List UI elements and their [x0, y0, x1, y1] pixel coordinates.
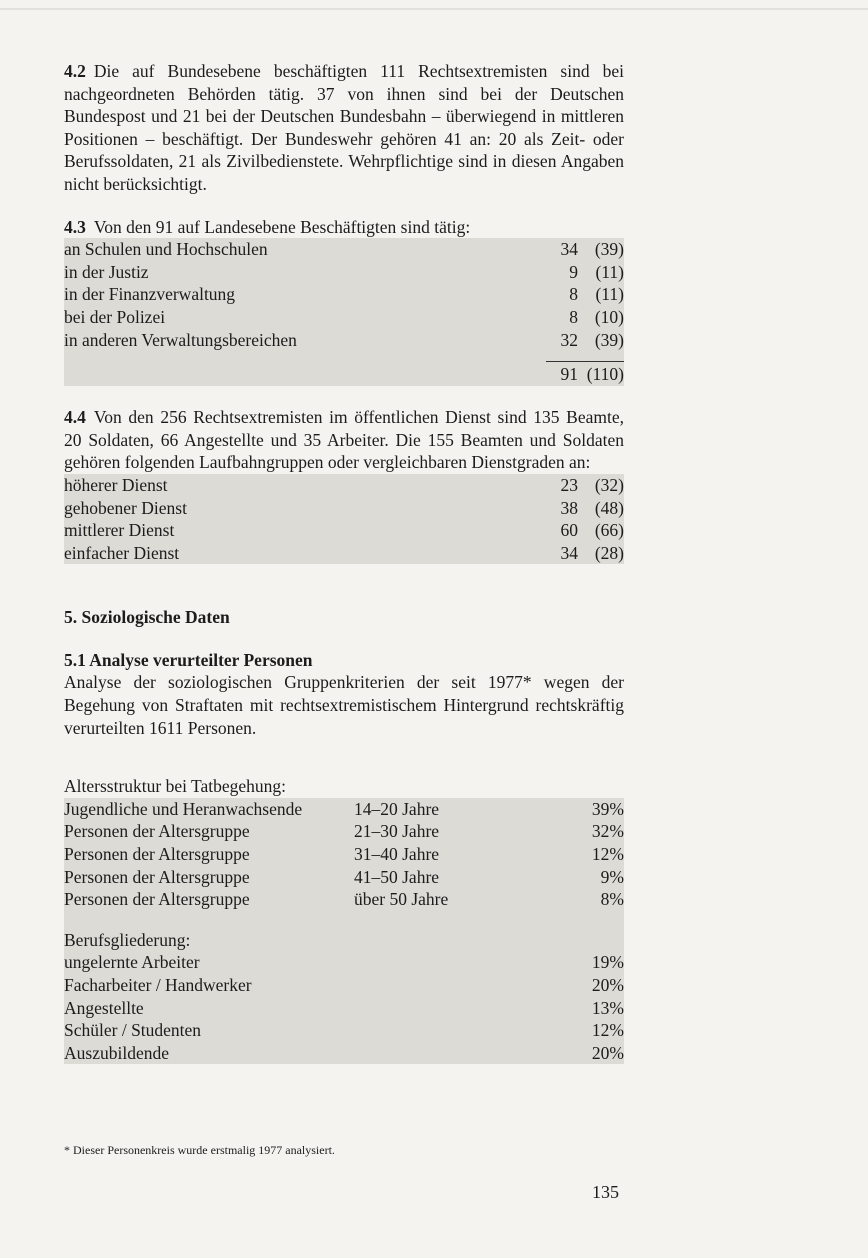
table-row — [64, 238, 624, 261]
row-label: höherer Dienst — [64, 474, 168, 495]
row-prev-value: (32) — [594, 474, 624, 495]
total-prev-value: (110) — [586, 364, 624, 385]
table-row — [64, 542, 624, 565]
row-label: bei der Polizei — [64, 306, 166, 327]
row-label: ungelernte Arbeiter — [64, 952, 200, 973]
row-label: Auszubildende — [64, 1042, 169, 1063]
table-row — [64, 951, 624, 974]
section-4-3-intro — [64, 216, 624, 239]
row-percent: 9% — [600, 866, 624, 887]
row-label: Facharbeiter / Handwerker — [64, 975, 252, 995]
table-row — [64, 1019, 624, 1042]
table-row — [64, 820, 624, 843]
page-number: 135 — [592, 1182, 619, 1202]
section-5-heading: 5. Soziologische Daten — [64, 607, 230, 628]
table-total-row — [64, 362, 624, 386]
row-label: an Schulen und Hochschulen — [64, 239, 268, 260]
job-structure-title: Berufsgliederung: — [64, 929, 191, 950]
row-percent: 19% — [591, 952, 624, 973]
age-job-table — [64, 798, 624, 1065]
table-row — [64, 306, 624, 329]
row-label: Schüler / Studenten — [64, 1020, 202, 1041]
section-text: Von den 91 auf Landesebene Beschäftigten sind tätig: — [93, 216, 471, 237]
footnote: * Dieser Personenkreis wurde erstmalig 1977 analysiert. — [64, 1143, 335, 1157]
section-text: Von den 256 Rechtsextremisten im öffentlichen Dienst sind 135 Beamte, 20 Soldaten, 66 Angestellte und 35 Arbeiter. Die 155 Beamten und Soldaten gehören folgenden Laufbahngruppen oder vergleichbaren Dienstgraden an: — [64, 407, 624, 473]
row-percent: 12% — [591, 844, 624, 865]
section-5-1-paragraph: Analyse der soziologischen Gruppenkriterien der seit 1977* wegen der Begehung von Straftaten mit rechtsextremistischem Hintergrund rechtskräftig verurteilten 1611 Personen. — [64, 672, 624, 738]
row-label: einfacher Dienst — [64, 542, 180, 563]
table-row — [64, 888, 624, 911]
table-row — [64, 974, 624, 997]
table-row — [64, 329, 624, 352]
row-percent: 32% — [591, 821, 624, 842]
section-4-3 — [64, 216, 624, 387]
row-prev-value: (10) — [594, 306, 624, 327]
row-label: Personen der Altersgruppe — [64, 866, 250, 887]
section-4-2 — [64, 60, 624, 196]
row-label: in der Justiz — [64, 261, 149, 282]
row-range: 21–30 Jahre — [354, 821, 440, 842]
row-percent: 20% — [591, 975, 624, 995]
section-text: Die auf Bundesebene beschäftigten 111 Rechtsextremisten sind bei nachgeordneten Behörden tätig. 37 von ihnen sind bei der Deutschen Bundespost und 21 bei der Deutschen Bundesbahn – überwiegend in mittleren Positionen – beschäftigt. Der Bundeswehr gehören 41 an: 20 als Zeit- oder Berufssoldaten, 21 als Zivilbedienstete. Wehrpflichtige sind in diesen Angaben nicht berücksichtigt. — [64, 61, 624, 194]
total-value: 91 — [560, 364, 578, 385]
row-percent: 12% — [591, 1020, 624, 1041]
table-row — [64, 1042, 624, 1065]
section-5-1-heading: 5.1 Analyse verurteilter Personen — [64, 649, 313, 670]
section-number: 4.3 — [64, 216, 86, 237]
row-prev-value: (11) — [595, 261, 624, 282]
table-row — [64, 519, 624, 542]
table-row — [64, 261, 624, 284]
row-label: in anderen Verwaltungsbereichen — [64, 329, 297, 350]
row-label: mittlerer Dienst — [64, 520, 175, 541]
row-percent: 8% — [600, 889, 624, 910]
table-row — [64, 474, 624, 497]
row-percent: 13% — [591, 997, 624, 1018]
table-row — [64, 843, 624, 866]
age-structure-title: Altersstruktur bei Tatbegehung: — [64, 776, 287, 797]
row-value: 9 — [569, 261, 578, 282]
section-number: 4.2 — [64, 61, 86, 81]
row-range: über 50 Jahre — [354, 889, 449, 910]
row-value: 8 — [569, 284, 578, 305]
row-value: 23 — [560, 474, 578, 495]
employment-table — [64, 238, 624, 386]
section-number: 4.4 — [64, 407, 86, 428]
row-range: 14–20 Jahre — [354, 798, 440, 819]
row-value: 38 — [560, 497, 578, 518]
table-row — [64, 866, 624, 889]
career-table — [64, 474, 624, 564]
table-row — [64, 497, 624, 520]
row-prev-value: (48) — [594, 497, 624, 518]
row-range: 31–40 Jahre — [354, 844, 440, 865]
table-spacer — [64, 911, 624, 929]
row-prev-value: (28) — [594, 542, 624, 563]
section-4-4 — [64, 406, 624, 564]
section-4-4-paragraph — [64, 406, 624, 474]
row-prev-value: (39) — [594, 329, 624, 350]
row-prev-value: (39) — [594, 239, 624, 260]
row-label: Personen der Altersgruppe — [64, 844, 250, 865]
document-page — [64, 60, 624, 1064]
row-label: Personen der Altersgruppe — [64, 821, 250, 842]
row-value: 32 — [560, 329, 578, 350]
scan-edge-line — [0, 8, 868, 10]
row-percent: 20% — [591, 1042, 624, 1063]
row-percent: 39% — [591, 798, 624, 819]
row-value: 34 — [560, 542, 578, 563]
row-label: in der Finanzverwaltung — [64, 284, 236, 305]
row-label: Jugendliche und Heranwachsende — [64, 798, 303, 819]
row-value: 60 — [560, 520, 578, 541]
table-row — [64, 798, 624, 821]
row-label: Angestellte — [64, 997, 144, 1018]
row-prev-value: (66) — [594, 520, 624, 541]
row-prev-value: (11) — [595, 284, 624, 305]
row-label: gehobener Dienst — [64, 497, 187, 518]
row-range: 41–50 Jahre — [354, 866, 440, 887]
table-row — [64, 997, 624, 1020]
row-value: 8 — [569, 306, 578, 327]
row-label: Personen der Altersgruppe — [64, 889, 250, 910]
table-row — [64, 283, 624, 306]
section-4-2-paragraph — [64, 60, 624, 196]
row-value: 34 — [560, 239, 578, 260]
